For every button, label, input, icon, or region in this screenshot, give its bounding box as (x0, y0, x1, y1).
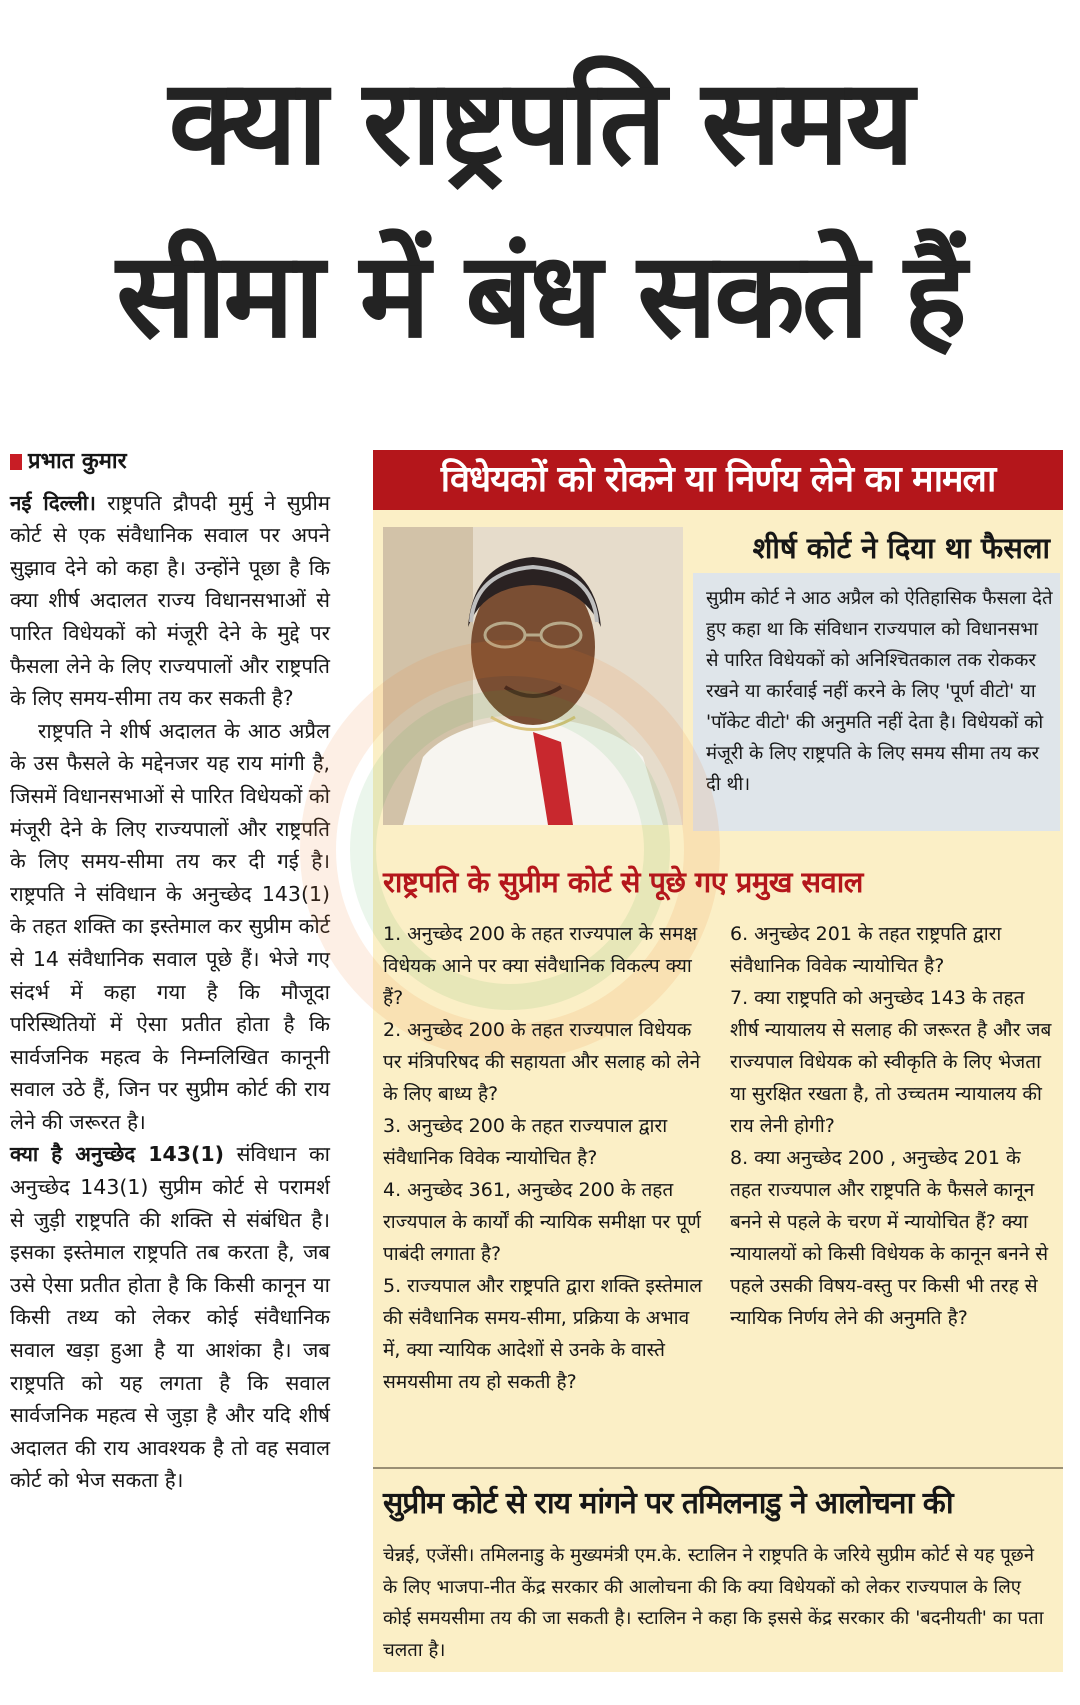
question-item: 5. राज्यपाल और राष्ट्रपति द्वारा शक्ति इस्तेमाल की संवैधानिक समय-सीमा, प्रक्रिया के अभाव में, क्या न्यायिक आदेशों से उनके के वास्ते समयसीमा तय हो सकती है? (383, 1275, 703, 1393)
question-item: 7. क्या राष्ट्रपति को अनुच्छेद 143 के तहत शीर्ष न्यायालय से सलाह की जरूरत है और जब राज्यपाल विधेयक को स्वीकृति के लिए भेजता या सुरक्षित रखता है, तो उच्चतम न्यायालय की राय लेनी होगी? (730, 987, 1052, 1137)
question-item: 2. अनुच्छेद 200 के तहत राज्यपाल विधेयक पर मंत्रिपरिषद की सहायता और सलाह को लेने के लिए बाध्य है? (383, 1019, 701, 1105)
paragraph-1-text: राष्ट्रपति द्रौपदी मुर्मु ने सुप्रीम कोर्ट से एक संवैधानिक सवाल पर अपने सुझाव देने को कहा है। उन्होंने पूछा है कि क्या शीर्ष अदालत राज्य विधानसभाओं से पारित विधेयकों को मंजूरी देने के मुद्दे पर फैसला लेने के लिए राज्यपालों और राष्ट्रपति के लिए समय-सीमा तय कर सकती है? (10, 490, 331, 711)
byline-name: प्रभात कुमार (28, 449, 127, 474)
question-item: 3. अनुच्छेद 200 के तहत राज्यपाल द्वारा संवैधानिक विवेक न्यायोचित है? (383, 1115, 668, 1169)
questions-left-column (383, 918, 703, 1398)
questions-right-column (730, 918, 1055, 1334)
headline-line-2: सीमा में बंध सकते हैं (116, 226, 964, 364)
section-heading-143: क्या है अनुच्छेद 143(1) (10, 1142, 225, 1167)
byline (10, 446, 330, 479)
portrait-illustration (383, 527, 683, 825)
questions-title: राष्ट्रपति के सुप्रीम कोर्ट से पूछे गए प्रमुख सवाल (383, 865, 863, 899)
article-paragraph-3 (10, 1138, 330, 1497)
article-paragraph-2: राष्ट्रपति ने शीर्ष अदालत के आठ अप्रैल के उस फैसले के मद्देनजर यह राय मांगी है, जिसमें विधानसभाओं से पारित विधेयकों को मंजूरी देने के लिए राज्यपालों और राष्ट्रपति के लिए समय-सीमा तय कर दी गई है। राष्ट्रपति ने संविधान के अनुच्छेद 143(1) के तहत शक्ति का इस्तेमाल कर सुप्रीम कोर्ट से 14 संवैधानिक सवाल पूछे हैं। भेजे गए संदर्भ में कहा गया है कि मौजूदा परिस्थितियों में ऐसा प्रतीत होता है कि सार्वजनिक महत्व के निम्नलिखित कानूनी सवाल उठे हैं, जिन पर सुप्रीम कोर्ट की राय लेने की जरूरत है। (10, 718, 330, 1134)
question-item: 6. अनुच्छेद 201 के तहत राष्ट्रपति द्वारा संवैधानिक विवेक न्यायोचित है? (730, 923, 1002, 977)
box-banner: विधेयकों को रोकने या निर्णय लेने का मामला (373, 450, 1063, 510)
tamilnadu-headline: सुप्रीम कोर्ट से राय मांगने पर तमिलनाडु ने आलोचना की (383, 1486, 953, 1521)
tamilnadu-paragraph: चेन्नई, एजेंसी। तमिलनाडु के मुख्यमंत्री एम.के. स्टालिन ने राष्ट्रपति के जरिये सुप्रीम कोर्ट से यह पूछने के लिए भाजपा-नीत केंद्र सरकार की आलोचना की कि क्या विधेयकों को लेकर राज्यपाल के लिए कोई समयसीमा तय की जा सकती है। स्टालिन ने कहा कि इससे केंद्र सरकार की 'बदनीयती' का पता चलता है। (383, 1545, 1044, 1661)
question-item: 1. अनुच्छेद 200 के तहत राज्यपाल के समक्ष विधेयक आने पर क्या संवैधानिक विकल्प क्या हैं? (383, 923, 698, 1009)
president-photo (383, 527, 683, 825)
headline-line-1: क्या राष्ट्रपति समय (168, 53, 912, 191)
question-item: 8. क्या अनुच्छेद 200 , अनुच्छेद 201 के तहत राज्यपाल और राष्ट्रपति के फैसले कानून बनने से पहले के चरण में न्यायोचित हैं? क्या न्यायालयों को किसी विधेयक के कानून बनने से पहले उसकी विषय-वस्तु पर किसी भी तरह से न्यायिक निर्णय लेने की अनुमति है? (730, 1147, 1049, 1329)
article-paragraph-1 (10, 487, 330, 715)
left-column (10, 446, 330, 1497)
verdict-paragraph: सुप्रीम कोर्ट ने आठ अप्रैल को ऐतिहासिक फैसला देते हुए कहा था कि संविधान राज्यपाल को विधानसभा से पारित विधेयकों को अनिश्चितकाल तक रोककर रखने या कार्रवाई नहीं करने के लिए 'पूर्ण वीटो' या 'पॉकेट वीटो' की अनुमति नहीं देता है। विधेयकों को मंजूरी के लिए राष्ट्रपति के लिए समय सीमा तय कर दी थी। (706, 588, 1053, 795)
byline-marker-icon (10, 454, 22, 470)
box-subhead: शीर्ष कोर्ट ने दिया था फैसला (752, 531, 1050, 565)
dateline: नई दिल्ली। (10, 490, 96, 515)
question-item: 4. अनुच्छेद 361, अनुच्छेद 200 के तहत राज्यपाल के कार्यों की न्यायिक समीक्षा पर पूर्ण पाबंदी लगाता है? (383, 1179, 701, 1265)
paragraph-3-text: संविधान का अनुच्छेद 143(1) सुप्रीम कोर्ट से परामर्श से जुड़ी राष्ट्रपति की शक्ति से संबंधित है। इसका इस्तेमाल राष्ट्रपति तब करता है, जब उसे ऐसा प्रतीत होता है कि किसी कानून या किसी तथ्य को लेकर कोई संवैधानिक सवाल खड़ा हुआ है या आशंका है। जब राष्ट्रपति को यह लगता है कि सवाल सार्वजनिक महत्व से जुड़ा है और यदि शीर्ष अदालत की राय आवश्यक है तो वह सवाल कोर्ट को भेज सकता है। (10, 1142, 330, 1493)
section-divider (373, 1467, 1063, 1469)
